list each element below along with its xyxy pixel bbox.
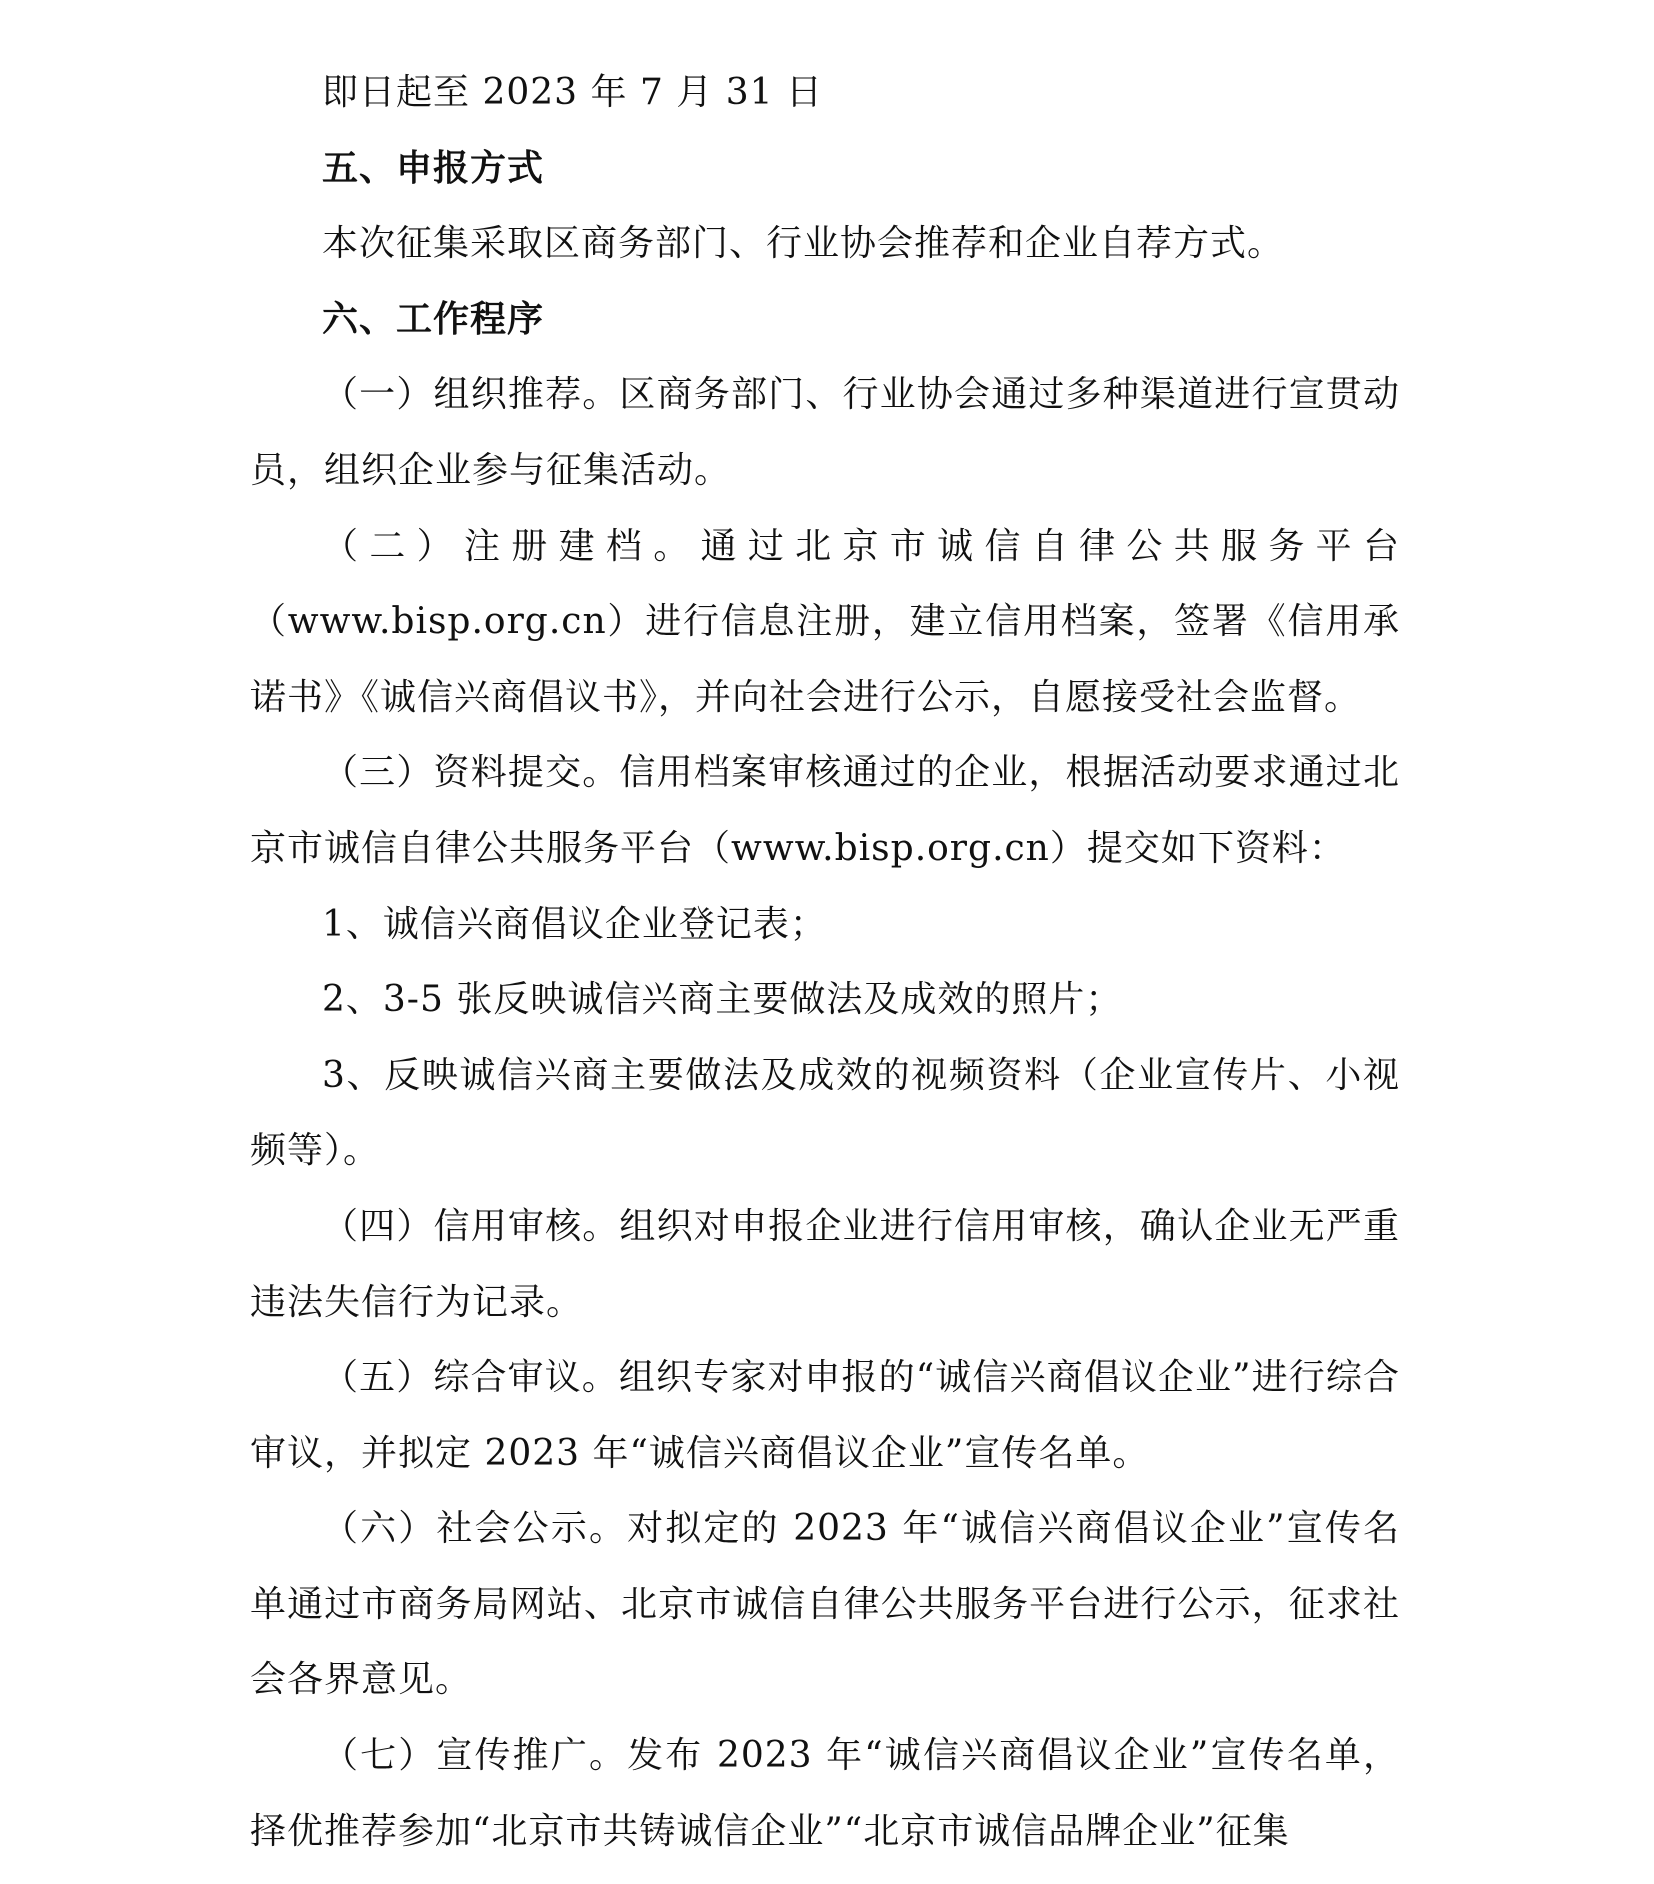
section-heading-application-method: 五、申报方式 [322, 147, 545, 189]
paragraph-step-submission: （三）资料提交。信用档案审核通过的企业，根据活动要求通过北京市诚信自律公共服务平台（www.bisp.org.cn）提交如下资料： [250, 752, 1400, 869]
list-item-photos: 2、3-5 张反映诚信兴商主要做法及成效的照片； [322, 979, 1123, 1021]
paragraph-step-registration: （二）注册建档。通过北京市诚信自律公共服务平台（www.bisp.org.cn）进行信息注册，建立信用档案，签署《信用承诺书》《诚信兴商倡议书》，并向社会进行公示，自愿接受社会监督。 [250, 525, 1400, 718]
paragraph-step-promotion: （七）宣传推广。发布 2023 年“诚信兴商倡议企业”宣传名单，择优推荐参加“北京市共铸诚信企业”“北京市诚信品牌企业”征集 [250, 1735, 1400, 1852]
paragraph-step-public-notice: （六）社会公示。对拟定的 2023 年“诚信兴商倡议企业”宣传名单通过市商务局网站、北京市诚信自律公共服务平台进行公示，征求社会各界意见。 [250, 1508, 1400, 1701]
paragraph-step-deliberation: （五）综合审议。组织专家对申报的“诚信兴商倡议企业”进行综合审议，并拟定 2023 年“诚信兴商倡议企业”宣传名单。 [250, 1357, 1400, 1474]
document-body [250, 55, 1400, 1869]
paragraph-step-credit-review: （四）信用审核。组织对申报企业进行信用审核，确认企业无严重违法失信行为记录。 [250, 1205, 1400, 1323]
list-item-registration-form: 1、诚信兴商倡议企业登记表； [322, 903, 827, 945]
deadline-line: 即日起至 2023 年 7 月 31 日 [322, 72, 823, 113]
paragraph-step-recommendation: （一）组织推荐。区商务部门、行业协会通过多种渠道进行宣贯动员，组织企业参与征集活动。 [250, 374, 1400, 491]
list-item-videos: 3、反映诚信兴商主要做法及成效的视频资料（企业宣传片、小视频等）。 [250, 1054, 1400, 1172]
section-heading-work-procedure: 六、工作程序 [322, 298, 545, 340]
paragraph-application-method: 本次征集采取区商务部门、行业协会推荐和企业自荐方式。 [322, 223, 1285, 265]
